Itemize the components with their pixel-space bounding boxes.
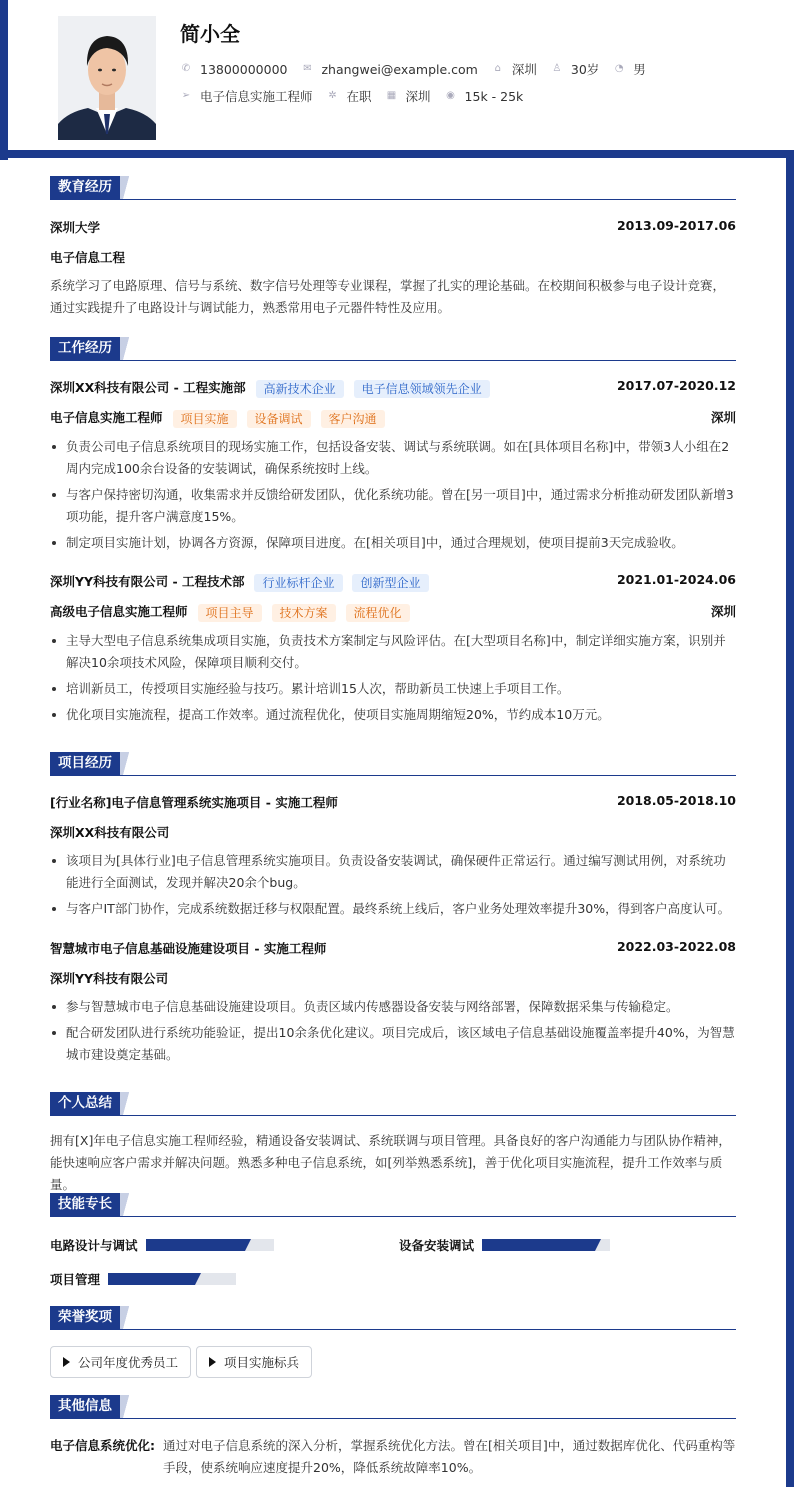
city-item bbox=[492, 60, 537, 78]
award-item bbox=[50, 1346, 191, 1378]
home-icon: ⌂ bbox=[494, 63, 502, 74]
work-1-period: 2017.07-2020.12 bbox=[616, 378, 736, 393]
play-icon bbox=[209, 1357, 216, 1367]
target-city-text: 深圳 bbox=[405, 89, 431, 104]
list-item bbox=[50, 436, 736, 480]
list-item bbox=[50, 1022, 736, 1066]
section-other bbox=[50, 1395, 736, 1419]
section-title: 项目经历 bbox=[50, 752, 120, 775]
bullet-text: 制定项目实施计划，协调各方资源，保障项目进度。在[相关项目]中，通过合理规划，使项目提前3天完成验收。 bbox=[66, 535, 684, 550]
other-item bbox=[50, 1435, 736, 1479]
education-description: 系统学习了电路原理、信号与系统、数字信号处理等专业课程，掌握了扎实的理论基础。在校期间积极参与电子设计竞赛，通过实践提升了电路设计与调试能力，熟悉常用电子元器件特性及应用。 bbox=[50, 278, 726, 315]
list-item bbox=[50, 850, 736, 894]
email-item bbox=[301, 62, 477, 77]
work-1-company: 深圳XX科技有限公司 - 工程实施部 bbox=[50, 380, 246, 395]
building-icon: ▦ bbox=[386, 90, 397, 101]
work-1-header bbox=[50, 378, 736, 398]
section-skills bbox=[50, 1193, 736, 1217]
list-item bbox=[50, 484, 736, 528]
bullet-text: 培训新员工，传授项目实施经验与技巧。累计培训15人次，帮助新员工快速上手项目工作。 bbox=[66, 681, 570, 696]
project-1-company: 深圳XX科技有限公司 bbox=[50, 825, 170, 840]
bullet-text: 该项目为[具体行业]电子信息管理系统实施项目。负责设备安装调试，确保硬件正常运行。通过编写测试用例，对系统功能进行全面测试，发现并解决20余个bug。 bbox=[66, 853, 726, 890]
list-item bbox=[50, 704, 736, 726]
phone-text[interactable]: 13800000000 bbox=[200, 61, 288, 77]
skill-track bbox=[482, 1239, 610, 1251]
work-1-bullets bbox=[50, 436, 736, 558]
project-2-header bbox=[50, 939, 736, 957]
section-title: 教育经历 bbox=[50, 176, 120, 199]
section-summary bbox=[50, 1092, 736, 1116]
skill-fill bbox=[146, 1239, 246, 1251]
list-item bbox=[50, 532, 736, 554]
awards-list bbox=[50, 1346, 736, 1380]
work-1-role: 电子信息实施工程师 bbox=[50, 410, 163, 425]
bullet-text: 参与智慧城市电子信息基础设施建设项目。负责区域内传感器设备安装与网络部署，保障数据采集与传输稳定。 bbox=[66, 999, 679, 1014]
section-title-accent bbox=[120, 752, 134, 775]
project-1-period: 2018.05-2018.10 bbox=[616, 793, 736, 808]
role-tag: 客户沟通 bbox=[321, 410, 385, 428]
company-tag: 高新技术企业 bbox=[256, 380, 344, 398]
award-text: 项目实施标兵 bbox=[224, 1355, 300, 1370]
skill-name: 设备安装调试 bbox=[399, 1238, 475, 1253]
project-1-title: [行业名称]电子信息管理系统实施项目 - 实施工程师 bbox=[50, 795, 338, 810]
mail-icon: ✉ bbox=[303, 63, 312, 74]
summary-text: 拥有[X]年电子信息实施工程师经验，精通设备安装调试、系统联调与项目管理。具备良好的客户沟通能力与团队协作精神，能快速响应客户需求并解决问题。熟悉多种电子信息系统，如[列举熟悉系统]，善于优化项目实施流程，提升工作效率与质量。 bbox=[50, 1133, 731, 1192]
skill-item bbox=[399, 1236, 610, 1254]
section-title-accent bbox=[120, 1092, 134, 1115]
skill-name: 电路设计与调试 bbox=[50, 1238, 138, 1253]
skill-item bbox=[50, 1270, 236, 1288]
phone-item bbox=[180, 62, 287, 77]
bullet-text: 与客户IT部门协作，完成系统数据迁移与权限配置。最终系统上线后，客户业务处理效率提升30%，得到客户高度认可。 bbox=[66, 901, 731, 916]
job-title-text: 电子信息实施工程师 bbox=[200, 89, 313, 104]
candidate-name: 简小全 bbox=[180, 22, 240, 46]
work-2-company: 深圳YY科技有限公司 - 工程技术部 bbox=[50, 574, 245, 589]
list-item bbox=[50, 996, 736, 1018]
section-title: 荣誉奖项 bbox=[50, 1306, 120, 1329]
project-2-company: 深圳YY科技有限公司 bbox=[50, 971, 169, 986]
project-2-title: 智慧城市电子信息基础设施建设项目 - 实施工程师 bbox=[50, 941, 327, 956]
list-item bbox=[50, 678, 736, 700]
resume-header bbox=[8, 0, 794, 150]
work-2-header bbox=[50, 572, 736, 592]
other-key: 电子信息系统优化: bbox=[50, 1438, 155, 1453]
send-icon: ➢ bbox=[181, 90, 191, 101]
other-value: 通过对电子信息系统的深入分析，掌握系统优化方法。曾在[相关项目]中，通过数据库优化、代码重构等手段，使系统响应速度提升20%，降低系统故障率10%。 bbox=[163, 1438, 736, 1475]
status-item bbox=[327, 87, 372, 105]
bullet-text: 与客户保持密切沟通，收集需求并反馈给研发团队，优化系统功能。曾在[另一项目]中，通过需求分析推动研发团队新增3项功能，提升客户满意度15%。 bbox=[66, 487, 734, 524]
work-1-location: 深圳 bbox=[710, 410, 736, 425]
cake-icon: ♙ bbox=[552, 63, 562, 74]
section-projects bbox=[50, 752, 736, 776]
frame-right-bar bbox=[786, 150, 794, 1487]
project-2-bullets bbox=[50, 996, 736, 1070]
section-title-accent bbox=[120, 337, 134, 360]
age-text: 30岁 bbox=[570, 62, 600, 77]
bullet-text: 配合研发团队进行系统功能验证，提出10余条优化建议。项目完成后，该区域电子信息基础设施覆盖率提升40%，为智慧城市建设奠定基础。 bbox=[66, 1025, 735, 1062]
role-tag: 项目主导 bbox=[198, 604, 262, 622]
section-title-accent bbox=[120, 1306, 134, 1329]
skill-item bbox=[50, 1236, 274, 1254]
bullet-text: 优化项目实施流程，提高工作效率。通过流程优化，使项目实施周期缩短20%，节约成本10万元。 bbox=[66, 707, 610, 722]
frame-divider-bar bbox=[0, 150, 794, 158]
section-title: 工作经历 bbox=[50, 337, 120, 360]
role-tag: 设备调试 bbox=[247, 410, 311, 428]
email-text[interactable]: zhangwei@example.com bbox=[321, 61, 478, 77]
job-title-item bbox=[180, 87, 313, 105]
award-item bbox=[196, 1346, 312, 1378]
section-title: 其他信息 bbox=[50, 1395, 120, 1418]
company-tag: 创新型企业 bbox=[352, 574, 428, 592]
skill-name: 项目管理 bbox=[50, 1272, 101, 1287]
salary-item bbox=[445, 89, 524, 104]
work-2-role: 高级电子信息实施工程师 bbox=[50, 604, 188, 619]
gender-item bbox=[613, 60, 646, 78]
skill-fill bbox=[482, 1239, 595, 1251]
age-item bbox=[551, 60, 599, 78]
company-tag: 电子信息领域领先企业 bbox=[354, 380, 490, 398]
list-item bbox=[50, 898, 736, 920]
gender-text: 男 bbox=[633, 62, 646, 77]
skill-fill bbox=[108, 1273, 195, 1285]
avatar-illustration bbox=[58, 16, 156, 140]
frame-left-bar bbox=[0, 0, 8, 160]
city-text: 深圳 bbox=[511, 62, 537, 77]
role-tag: 项目实施 bbox=[173, 410, 237, 428]
award-text: 公司年度优秀员工 bbox=[78, 1355, 179, 1370]
skill-track bbox=[108, 1273, 236, 1285]
section-education bbox=[50, 176, 736, 200]
play-icon bbox=[63, 1357, 70, 1367]
bullet-text: 主导大型电子信息系统集成项目实施，负责技术方案制定与风险评估。在[大型项目名称]中，制定详细实施方案，识别并解决10余项技术风险，保障项目顺利交付。 bbox=[66, 633, 726, 670]
work-2-location: 深圳 bbox=[710, 604, 736, 619]
school-name: 深圳大学 bbox=[50, 220, 101, 235]
job-intent-row bbox=[180, 87, 537, 105]
section-work bbox=[50, 337, 736, 361]
coin-icon: ◉ bbox=[446, 90, 455, 101]
company-tag: 行业标杆企业 bbox=[254, 574, 342, 592]
bullet-text: 负责公司电子信息系统项目的现场实施工作，包括设备安装、调试与系统联调。如在[具体项目名称]中，带领3人小组在2周内完成100余台设备的安装调试，确保系统按时上线。 bbox=[66, 439, 730, 476]
work-2-bullets bbox=[50, 630, 736, 730]
section-title-accent bbox=[120, 176, 134, 199]
role-tag: 流程优化 bbox=[346, 604, 410, 622]
project-1-bullets bbox=[50, 850, 736, 924]
section-title: 技能专长 bbox=[50, 1193, 120, 1216]
list-item bbox=[50, 630, 736, 674]
work-1-role-line bbox=[50, 408, 736, 428]
skill-track bbox=[146, 1239, 274, 1251]
education-header bbox=[50, 218, 736, 236]
project-2-period: 2022.03-2022.08 bbox=[616, 939, 736, 954]
avatar-photo bbox=[58, 16, 156, 140]
project-1-header bbox=[50, 793, 736, 811]
section-title-accent bbox=[120, 1193, 134, 1216]
gear-icon: ✲ bbox=[328, 90, 337, 101]
role-tag: 技术方案 bbox=[272, 604, 336, 622]
phone-icon: ✆ bbox=[181, 63, 191, 74]
section-title-accent bbox=[120, 1395, 134, 1418]
education-period: 2013.09-2017.06 bbox=[616, 218, 736, 233]
contact-row bbox=[180, 60, 660, 78]
section-title: 个人总结 bbox=[50, 1092, 120, 1115]
work-2-period: 2021.01-2024.06 bbox=[616, 572, 736, 587]
salary-text: 15k - 25k bbox=[464, 88, 524, 104]
work-2-role-line bbox=[50, 602, 736, 622]
major-name: 电子信息工程 bbox=[50, 250, 126, 265]
status-text: 在职 bbox=[346, 89, 372, 104]
gender-icon: ◔ bbox=[614, 63, 624, 74]
section-awards bbox=[50, 1306, 736, 1330]
target-city-item bbox=[386, 87, 431, 105]
